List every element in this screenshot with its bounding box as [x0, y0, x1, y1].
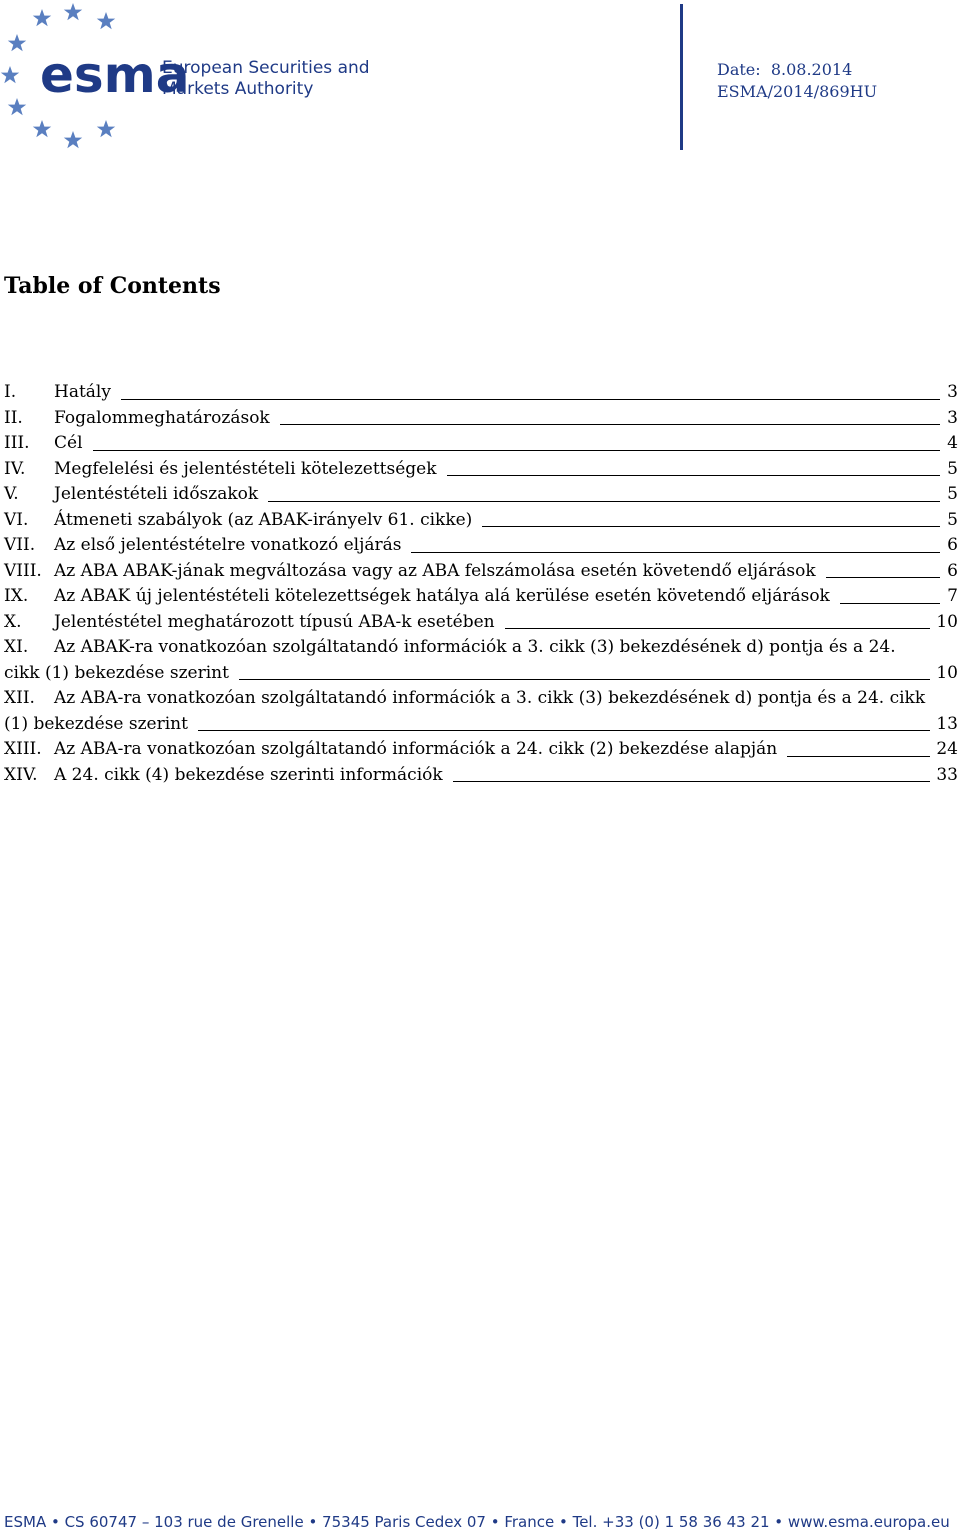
toc-entry-title: Megfelelési és jelentéstételi kötelezettségek	[54, 458, 437, 479]
toc-entry[interactable]	[4, 457, 958, 483]
toc-entry-page: 5	[947, 509, 958, 530]
toc-entry-page: 7	[947, 586, 958, 606]
toc-entry-leader	[447, 475, 940, 476]
toc-entry[interactable]	[4, 610, 958, 636]
toc-entry-leader	[239, 679, 930, 680]
toc-entry[interactable]	[4, 406, 958, 432]
toc-entry[interactable]	[4, 737, 958, 763]
toc-entry-leader	[93, 450, 940, 451]
toc-entry-title: A 24. cikk (4) bekezdése szerinti információk	[54, 764, 443, 785]
toc-entry-title: Jelentéstételi időszakok	[54, 484, 259, 504]
toc-entry-title: Fogalommeghatározások	[54, 407, 270, 428]
toc-entry[interactable]	[4, 635, 958, 686]
toc-entry[interactable]	[4, 431, 958, 457]
toc-entry-title: Az ABA-ra vonatkozóan szolgáltatandó információk a 24. cikk (2) bekezdése alapján	[54, 739, 778, 759]
toc-entry-page: 3	[947, 382, 958, 402]
toc-entry-title: Az ABA ABAK-jának megváltozása vagy az ABA felszámolása esetén követendő eljárások	[54, 560, 816, 581]
toc-entry-title: Jelentéstétel meghatározott típusú ABA-k esetében	[54, 611, 495, 632]
toc-entry-leader	[268, 501, 940, 502]
document-header	[0, 0, 960, 160]
toc-entry-leader	[505, 628, 931, 629]
toc-entry-leader	[482, 526, 940, 527]
toc-entry-line2	[4, 712, 958, 738]
toc-entry-number: X.	[4, 611, 22, 632]
esma-logo	[0, 0, 370, 155]
toc-entry-number: IV.	[4, 458, 26, 479]
toc-entry-line1	[4, 635, 958, 661]
toc-entry[interactable]	[4, 559, 958, 585]
toc-entry-leader	[280, 424, 940, 425]
toc-entry-page: 10	[936, 662, 958, 683]
org-name-line1: European Securities and	[162, 58, 370, 78]
toc-entry-page: 6	[947, 535, 958, 555]
document-meta	[717, 59, 877, 103]
toc-entry-number: XI.	[4, 637, 29, 657]
toc-entry-title-continued: cikk (1) bekezdése szerint	[4, 662, 229, 683]
toc-entry[interactable]	[4, 533, 958, 559]
toc-entry-number: IX.	[4, 586, 29, 606]
toc-entry-title: Hatály	[54, 382, 111, 402]
date-value: 8.08.2014	[770, 60, 853, 79]
toc-entry-leader	[787, 756, 930, 757]
toc-entry-title-continued: (1) bekezdése szerint	[4, 713, 188, 734]
toc-entry-page: 24	[936, 739, 958, 759]
toc-entry-line2	[4, 661, 958, 687]
reference-number: ESMA/2014/869HU	[717, 82, 878, 101]
toc-entry-title: Átmeneti szabályok (az ABAK-irányelv 61. cikke)	[54, 509, 473, 530]
date-line	[717, 59, 877, 81]
header-divider	[680, 4, 683, 150]
toc-entry-page: 5	[947, 484, 958, 504]
toc-entry-number: XIV.	[4, 764, 38, 785]
document-footer: ESMA • CS 60747 – 103 rue de Grenelle • 75345 Paris Cedex 07 • France • Tel. +33 (0) 1 58 36 43 21 • www.esma.europa.eu	[4, 1513, 950, 1531]
toc-entry-number: XIII.	[4, 739, 42, 759]
toc-entry-leader	[826, 577, 940, 578]
toc-entry-leader	[453, 781, 931, 782]
toc-entry-number: II.	[4, 407, 23, 428]
org-name-line2: Markets Authority	[162, 79, 314, 99]
toc-entry-page: 10	[936, 611, 958, 632]
toc-entry-number: V.	[4, 484, 19, 504]
toc-entry-leader	[840, 603, 940, 604]
date-label: Date:	[717, 60, 761, 79]
toc-entry-number: VI.	[4, 509, 29, 530]
toc-entry[interactable]	[4, 763, 958, 789]
toc-entry-number: XII.	[4, 688, 35, 708]
toc-entry-number: I.	[4, 382, 17, 402]
toc-entry-leader	[411, 552, 940, 553]
toc-entry-page: 5	[947, 458, 958, 479]
toc-entry[interactable]	[4, 584, 958, 610]
toc-entry-page: 33	[936, 764, 958, 785]
toc-entry-page: 4	[947, 433, 958, 453]
toc-entry-title: Az ABAK-ra vonatkozóan szolgáltatandó információk a 3. cikk (3) bekezdésének d) pontja és a 24.	[54, 637, 896, 657]
toc-entry-title: Az első jelentéstételre vonatkozó eljárás	[54, 535, 402, 555]
toc-entry-page: 6	[947, 560, 958, 581]
toc-entry-page: 13	[936, 713, 958, 734]
toc-entry-title: Az ABAK új jelentéstételi kötelezettségek hatálya alá kerülése esetén követendő eljárások	[54, 586, 830, 606]
toc-entry[interactable]	[4, 686, 958, 737]
toc-entry-page: 3	[947, 407, 958, 428]
logo-wordmark: esma	[40, 46, 190, 104]
toc-entry-leader	[198, 730, 930, 731]
table-of-contents	[4, 380, 958, 788]
toc-entry[interactable]	[4, 380, 958, 406]
toc-entry[interactable]	[4, 508, 958, 534]
toc-entry-line1	[4, 686, 958, 712]
toc-entry-title: Cél	[54, 433, 83, 453]
toc-entry-number: VIII.	[4, 560, 42, 581]
toc-entry-number: III.	[4, 433, 30, 453]
toc-title: Table of Contents	[4, 273, 221, 299]
toc-entry[interactable]	[4, 482, 958, 508]
toc-entry-number: VII.	[4, 535, 36, 555]
toc-entry-leader	[121, 399, 940, 400]
toc-entry-title: Az ABA-ra vonatkozóan szolgáltatandó információk a 3. cikk (3) bekezdésének d) pontja és a 24. cikk	[54, 688, 926, 708]
